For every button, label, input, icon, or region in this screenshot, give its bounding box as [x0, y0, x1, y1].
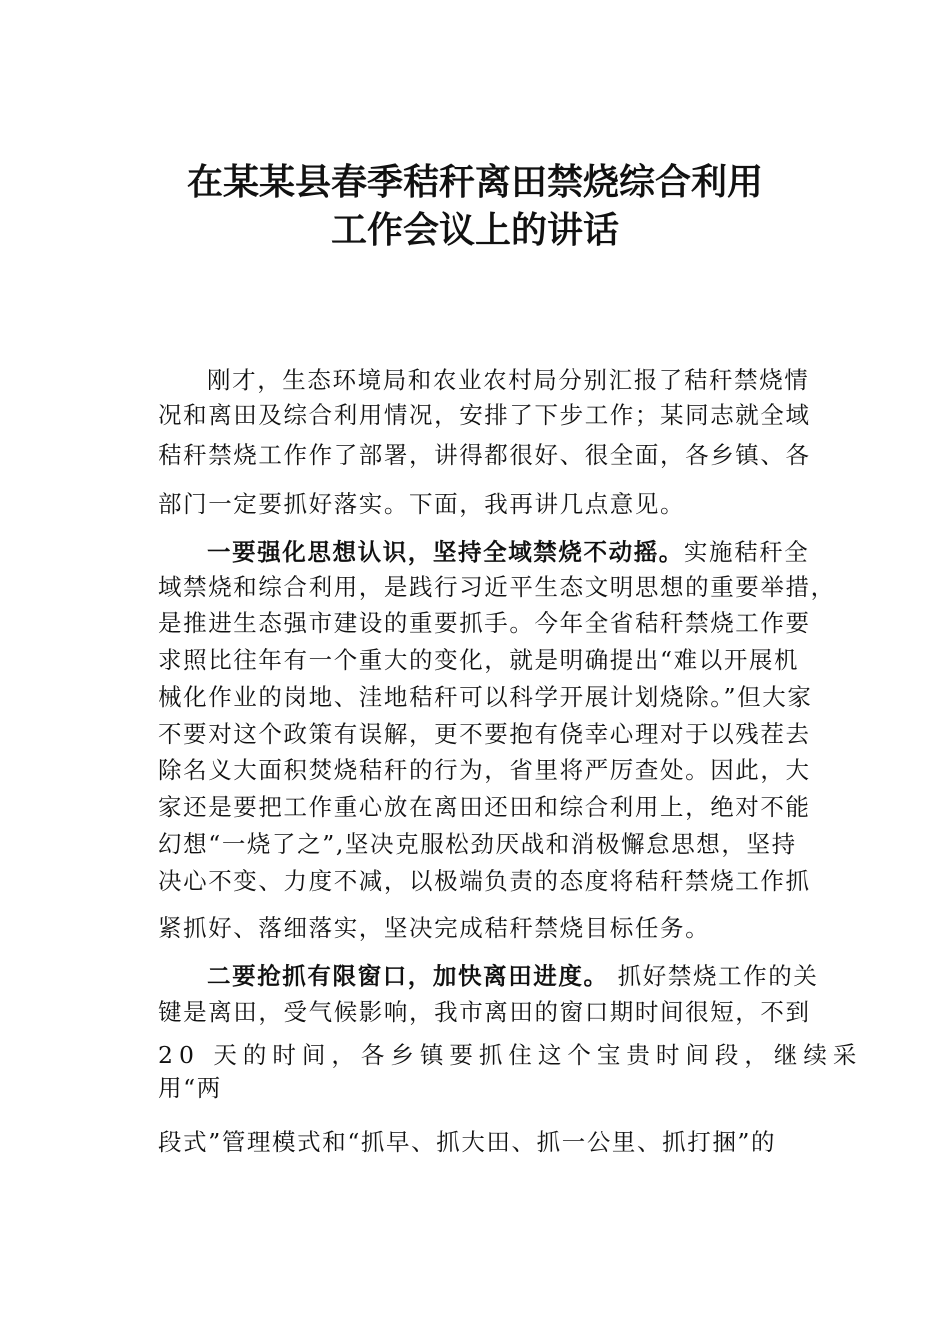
document-title-line-1: 在某某县春季秸秆离田禁烧综合利用	[186, 162, 763, 203]
paragraph-2-line-7: 除名义大面积焚烧秸秆的行为，省里将严厉查处。因此，大	[158, 756, 811, 784]
paragraph-2-line-10: 决心不变、力度不减，以极端负责的态度将秸秆禁烧工作抓	[158, 867, 811, 895]
paragraph-2-first-line-text: 实施秸秆全	[683, 538, 810, 566]
paragraph-2-line-3: 是推进生态强市建设的重要抓手。今年全省秸秆禁烧工作要	[158, 609, 811, 637]
paragraph-2-line-11: 紧抓好、落细落实，坚决完成秸秆禁烧目标任务。	[158, 914, 711, 942]
paragraph-2-line-1	[207, 537, 809, 567]
paragraph-3-line-5: 段式”管理模式和“抓早、抓大田、抓一公里、抓打捆”的	[158, 1128, 777, 1156]
paragraph-1-line-1: 刚才，生态环境局和农业农村局分别汇报了秸秆禁烧情	[207, 366, 810, 394]
document-title-line-2: 工作会议上的讲话	[330, 210, 619, 251]
paragraph-2-line-8: 家还是要把工作重心放在离田还田和综合利用上，绝对不能	[158, 793, 811, 821]
paragraph-1-line-3: 秸秆禁烧工作作了部署，讲得都很好、很全面，各乡镇、各	[158, 441, 811, 469]
paragraph-3-line-3: 20 天的时间，各乡镇要抓住这个宝贵时间段，继续采	[158, 1041, 863, 1069]
paragraph-3-heading: 二要抢抓有限窗口，加快离田进度。	[207, 962, 609, 990]
paragraph-2-line-6: 不要对这个政策有误解，更不要抱有侥幸心理对于以残茬去	[158, 720, 811, 748]
paragraph-1-line-2: 况和离田及综合利用情况，安排了下步工作；某同志就全域	[158, 401, 811, 429]
paragraph-3-first-line-text: 抓好禁烧工作的关	[608, 962, 819, 990]
paragraph-2-line-9: 幻想“一烧了之”,坚决克服松劲厌战和消极懈怠思想，坚持	[158, 830, 797, 858]
paragraph-3-line-4: 用“两	[158, 1074, 222, 1102]
paragraph-2-line-2: 域禁烧和综合利用，是践行习近平生态文明思想的重要举措，	[158, 573, 836, 601]
paragraph-2-heading: 一要强化思想认识，坚持全域禁烧不动摇。	[207, 538, 684, 566]
paragraph-2-line-5: 械化作业的岗地、洼地秸秆可以科学开展计划烧除。”但大家	[158, 683, 813, 711]
paragraph-2-line-4: 求照比往年有一个重大的变化，就是明确提出“难以开展机	[158, 646, 800, 674]
paragraph-3-line-1	[207, 961, 818, 991]
paragraph-3-line-2: 键是离田，受气候影响，我市离田的窗口期时间很短，不到	[158, 998, 811, 1026]
paragraph-1-line-4: 部门一定要抓好落实。下面，我再讲几点意见。	[158, 490, 686, 518]
